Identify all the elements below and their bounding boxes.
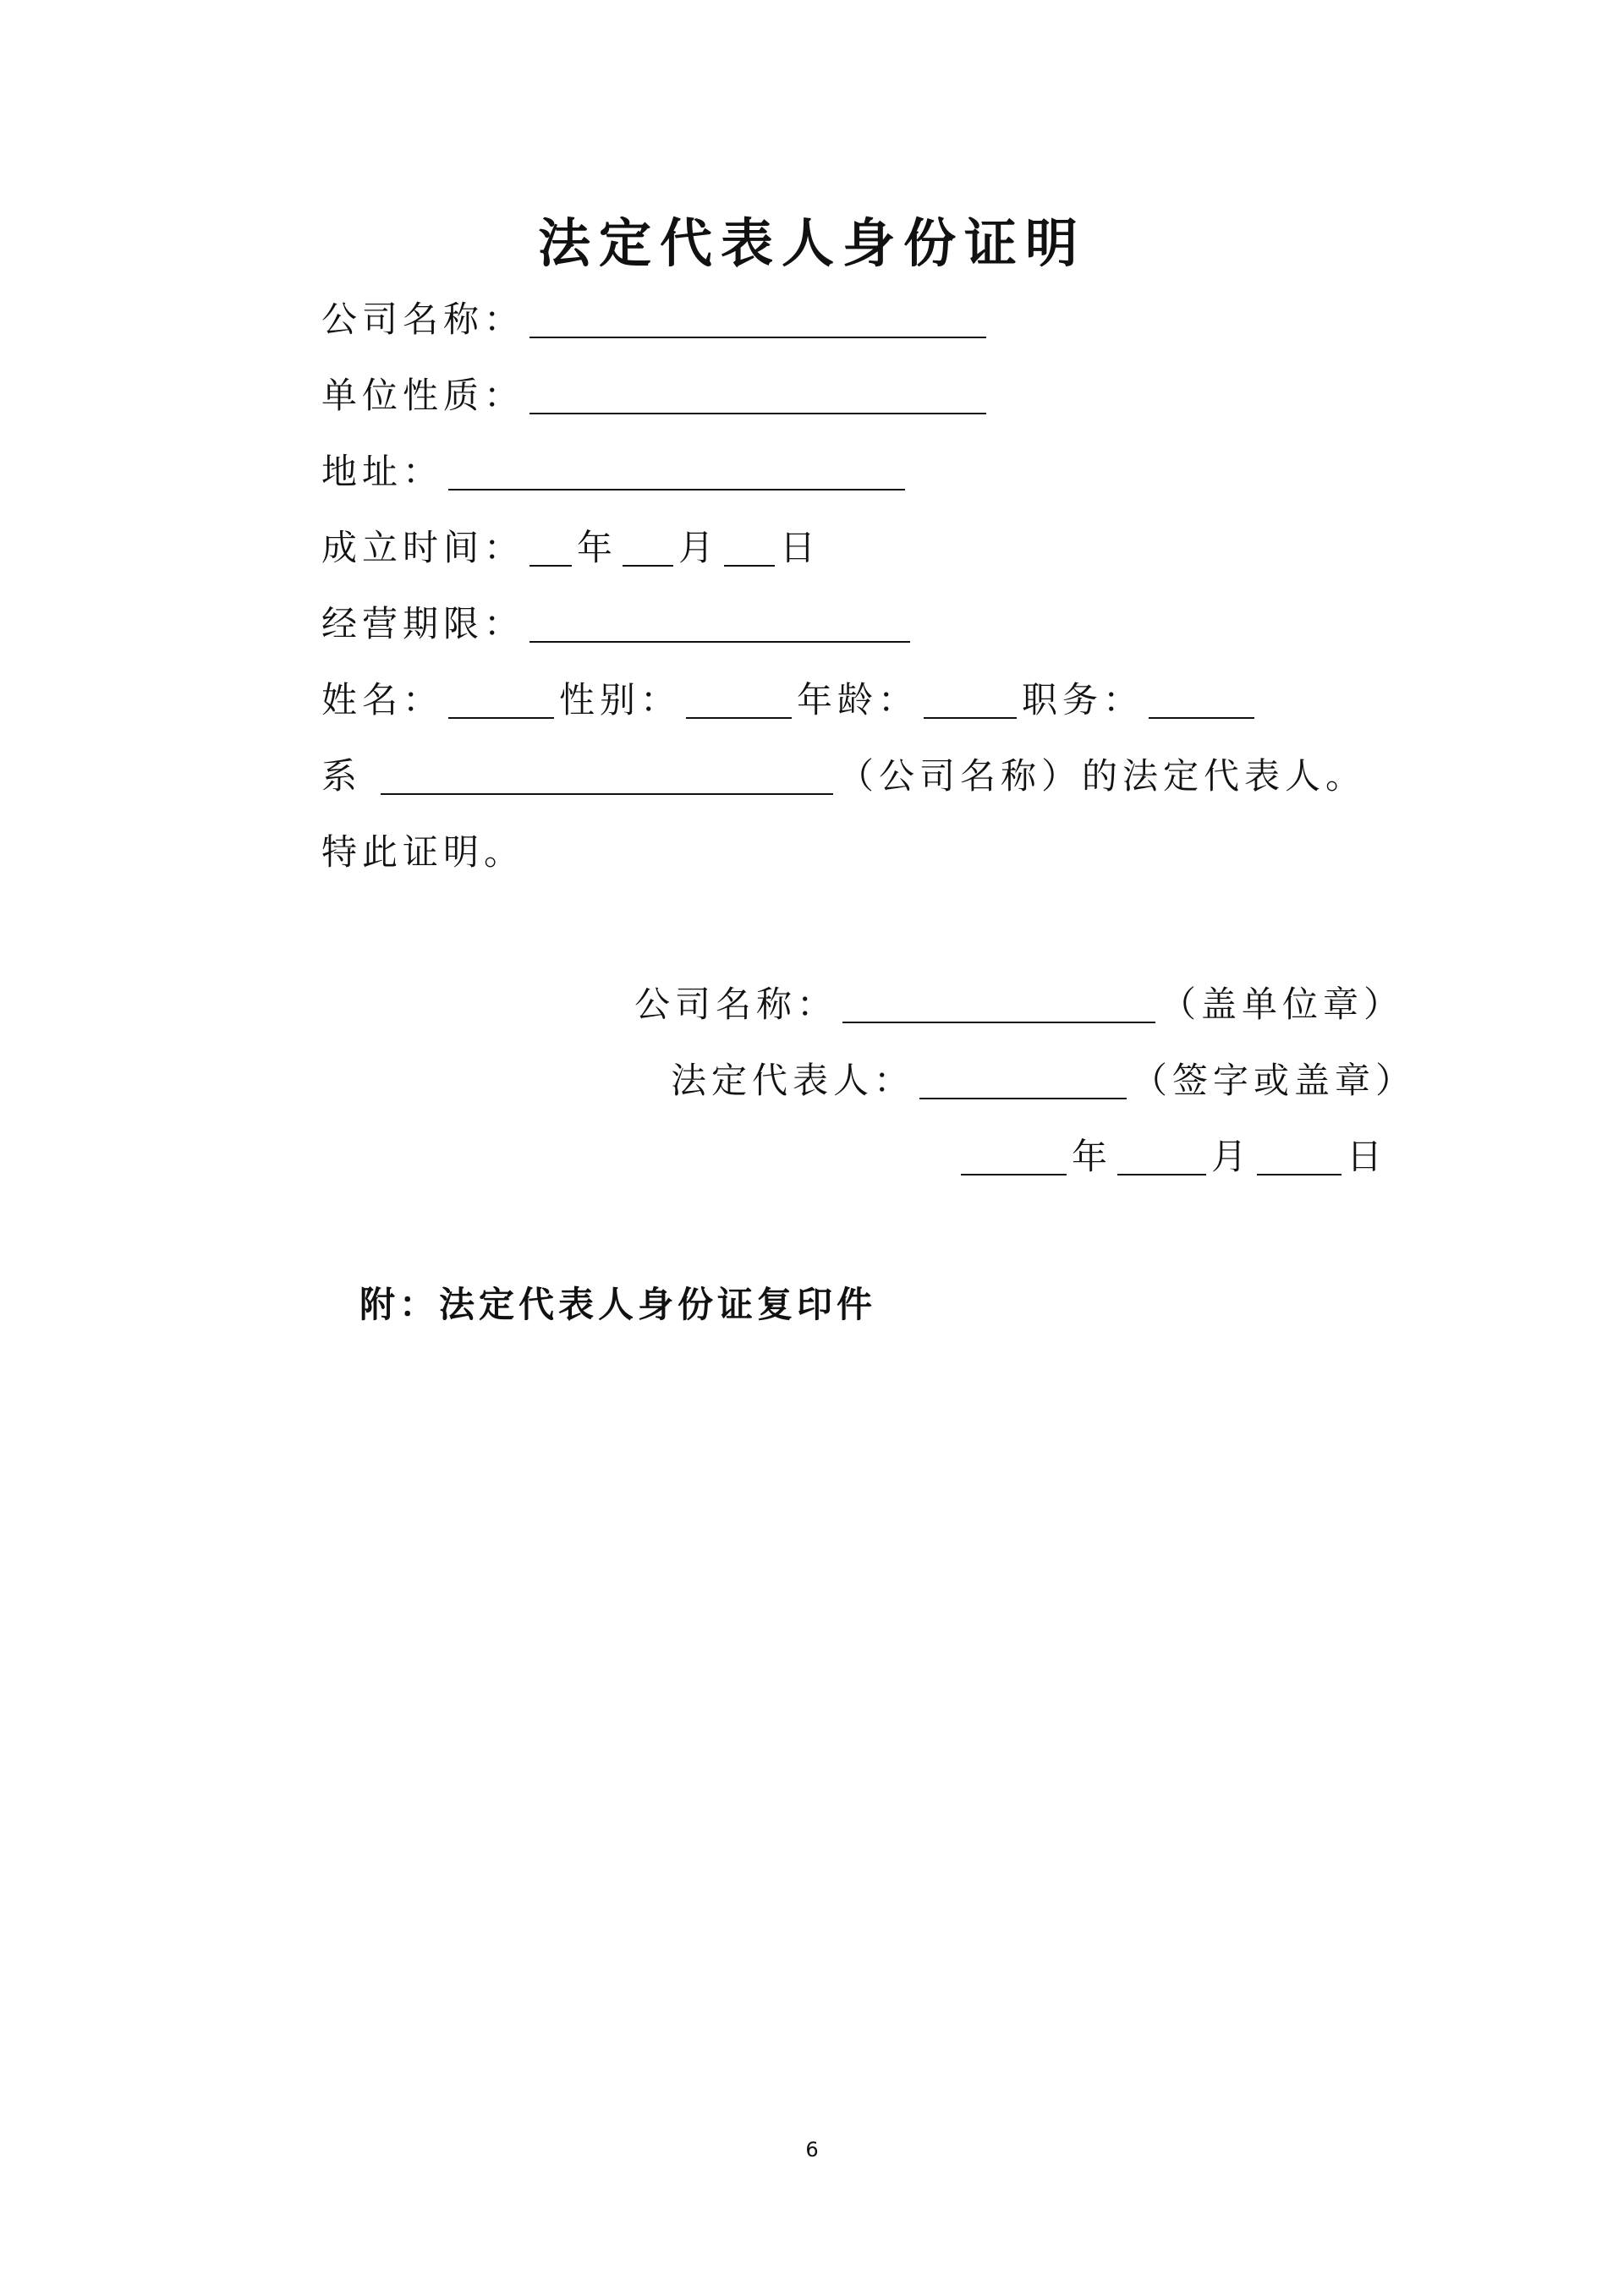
age-label: 年龄： xyxy=(797,679,919,721)
established-label: 成立时间： xyxy=(321,527,525,568)
address-row xyxy=(321,447,910,497)
signature-year-field[interactable] xyxy=(961,1137,1067,1175)
gender-field[interactable] xyxy=(686,680,792,719)
company-name-field[interactable] xyxy=(529,299,986,338)
signature-company-row xyxy=(634,979,1404,1030)
signature-day-field[interactable] xyxy=(1257,1137,1341,1175)
signature-company-label: 公司名称： xyxy=(634,984,838,1025)
signature-rep-row xyxy=(671,1055,1416,1106)
signature-company-field[interactable] xyxy=(842,984,1155,1023)
name-field[interactable] xyxy=(448,680,554,719)
signature-company-note: （盖单位章） xyxy=(1160,984,1405,1025)
term-row xyxy=(321,599,915,649)
established-row xyxy=(321,523,820,573)
page-title: 法定代表人身份证明 xyxy=(537,212,1086,274)
is-prefix: 系 xyxy=(321,755,363,797)
address-field[interactable] xyxy=(448,452,905,490)
legal-rep-company-field[interactable] xyxy=(381,756,833,795)
signature-rep-field[interactable] xyxy=(919,1060,1127,1099)
established-day-label: 日 xyxy=(780,527,821,568)
signature-month-field[interactable] xyxy=(1117,1137,1206,1175)
is-suffix: （公司名称）的法定代表人。 xyxy=(838,755,1367,797)
person-row xyxy=(321,675,1259,726)
position-label: 职务： xyxy=(1022,679,1144,721)
signature-rep-note: （签字或盖章） xyxy=(1132,1060,1417,1101)
signature-year-label: 年 xyxy=(1072,1136,1113,1177)
established-day-field[interactable] xyxy=(724,528,775,567)
term-label: 经营期限： xyxy=(321,603,525,644)
name-label: 姓名： xyxy=(321,679,444,721)
certify-row xyxy=(321,827,524,878)
signature-rep-label: 法定代表人： xyxy=(671,1060,915,1101)
established-year-label: 年 xyxy=(577,527,618,568)
signature-month-label: 月 xyxy=(1211,1136,1253,1177)
gender-label: 性别： xyxy=(559,679,682,721)
unit-nature-label: 单位性质： xyxy=(321,375,525,416)
age-field[interactable] xyxy=(924,680,1017,719)
unit-nature-row xyxy=(321,370,991,421)
signature-date-row xyxy=(956,1132,1387,1182)
established-month-label: 月 xyxy=(678,527,720,568)
established-month-field[interactable] xyxy=(623,528,673,567)
legal-rep-row xyxy=(321,751,1366,802)
address-label: 地址： xyxy=(321,451,444,492)
signature-day-label: 日 xyxy=(1347,1136,1388,1177)
page-number: 6 xyxy=(805,2138,819,2162)
unit-nature-field[interactable] xyxy=(529,375,986,414)
company-name-label: 公司名称： xyxy=(321,299,525,340)
term-field[interactable] xyxy=(529,604,910,643)
company-name-row xyxy=(321,294,991,345)
established-year-field[interactable] xyxy=(529,528,572,567)
attachment-note: 附：法定代表人身份证复印件 xyxy=(359,1284,877,1325)
position-field[interactable] xyxy=(1149,680,1254,719)
certify-text: 特此证明。 xyxy=(321,831,525,873)
